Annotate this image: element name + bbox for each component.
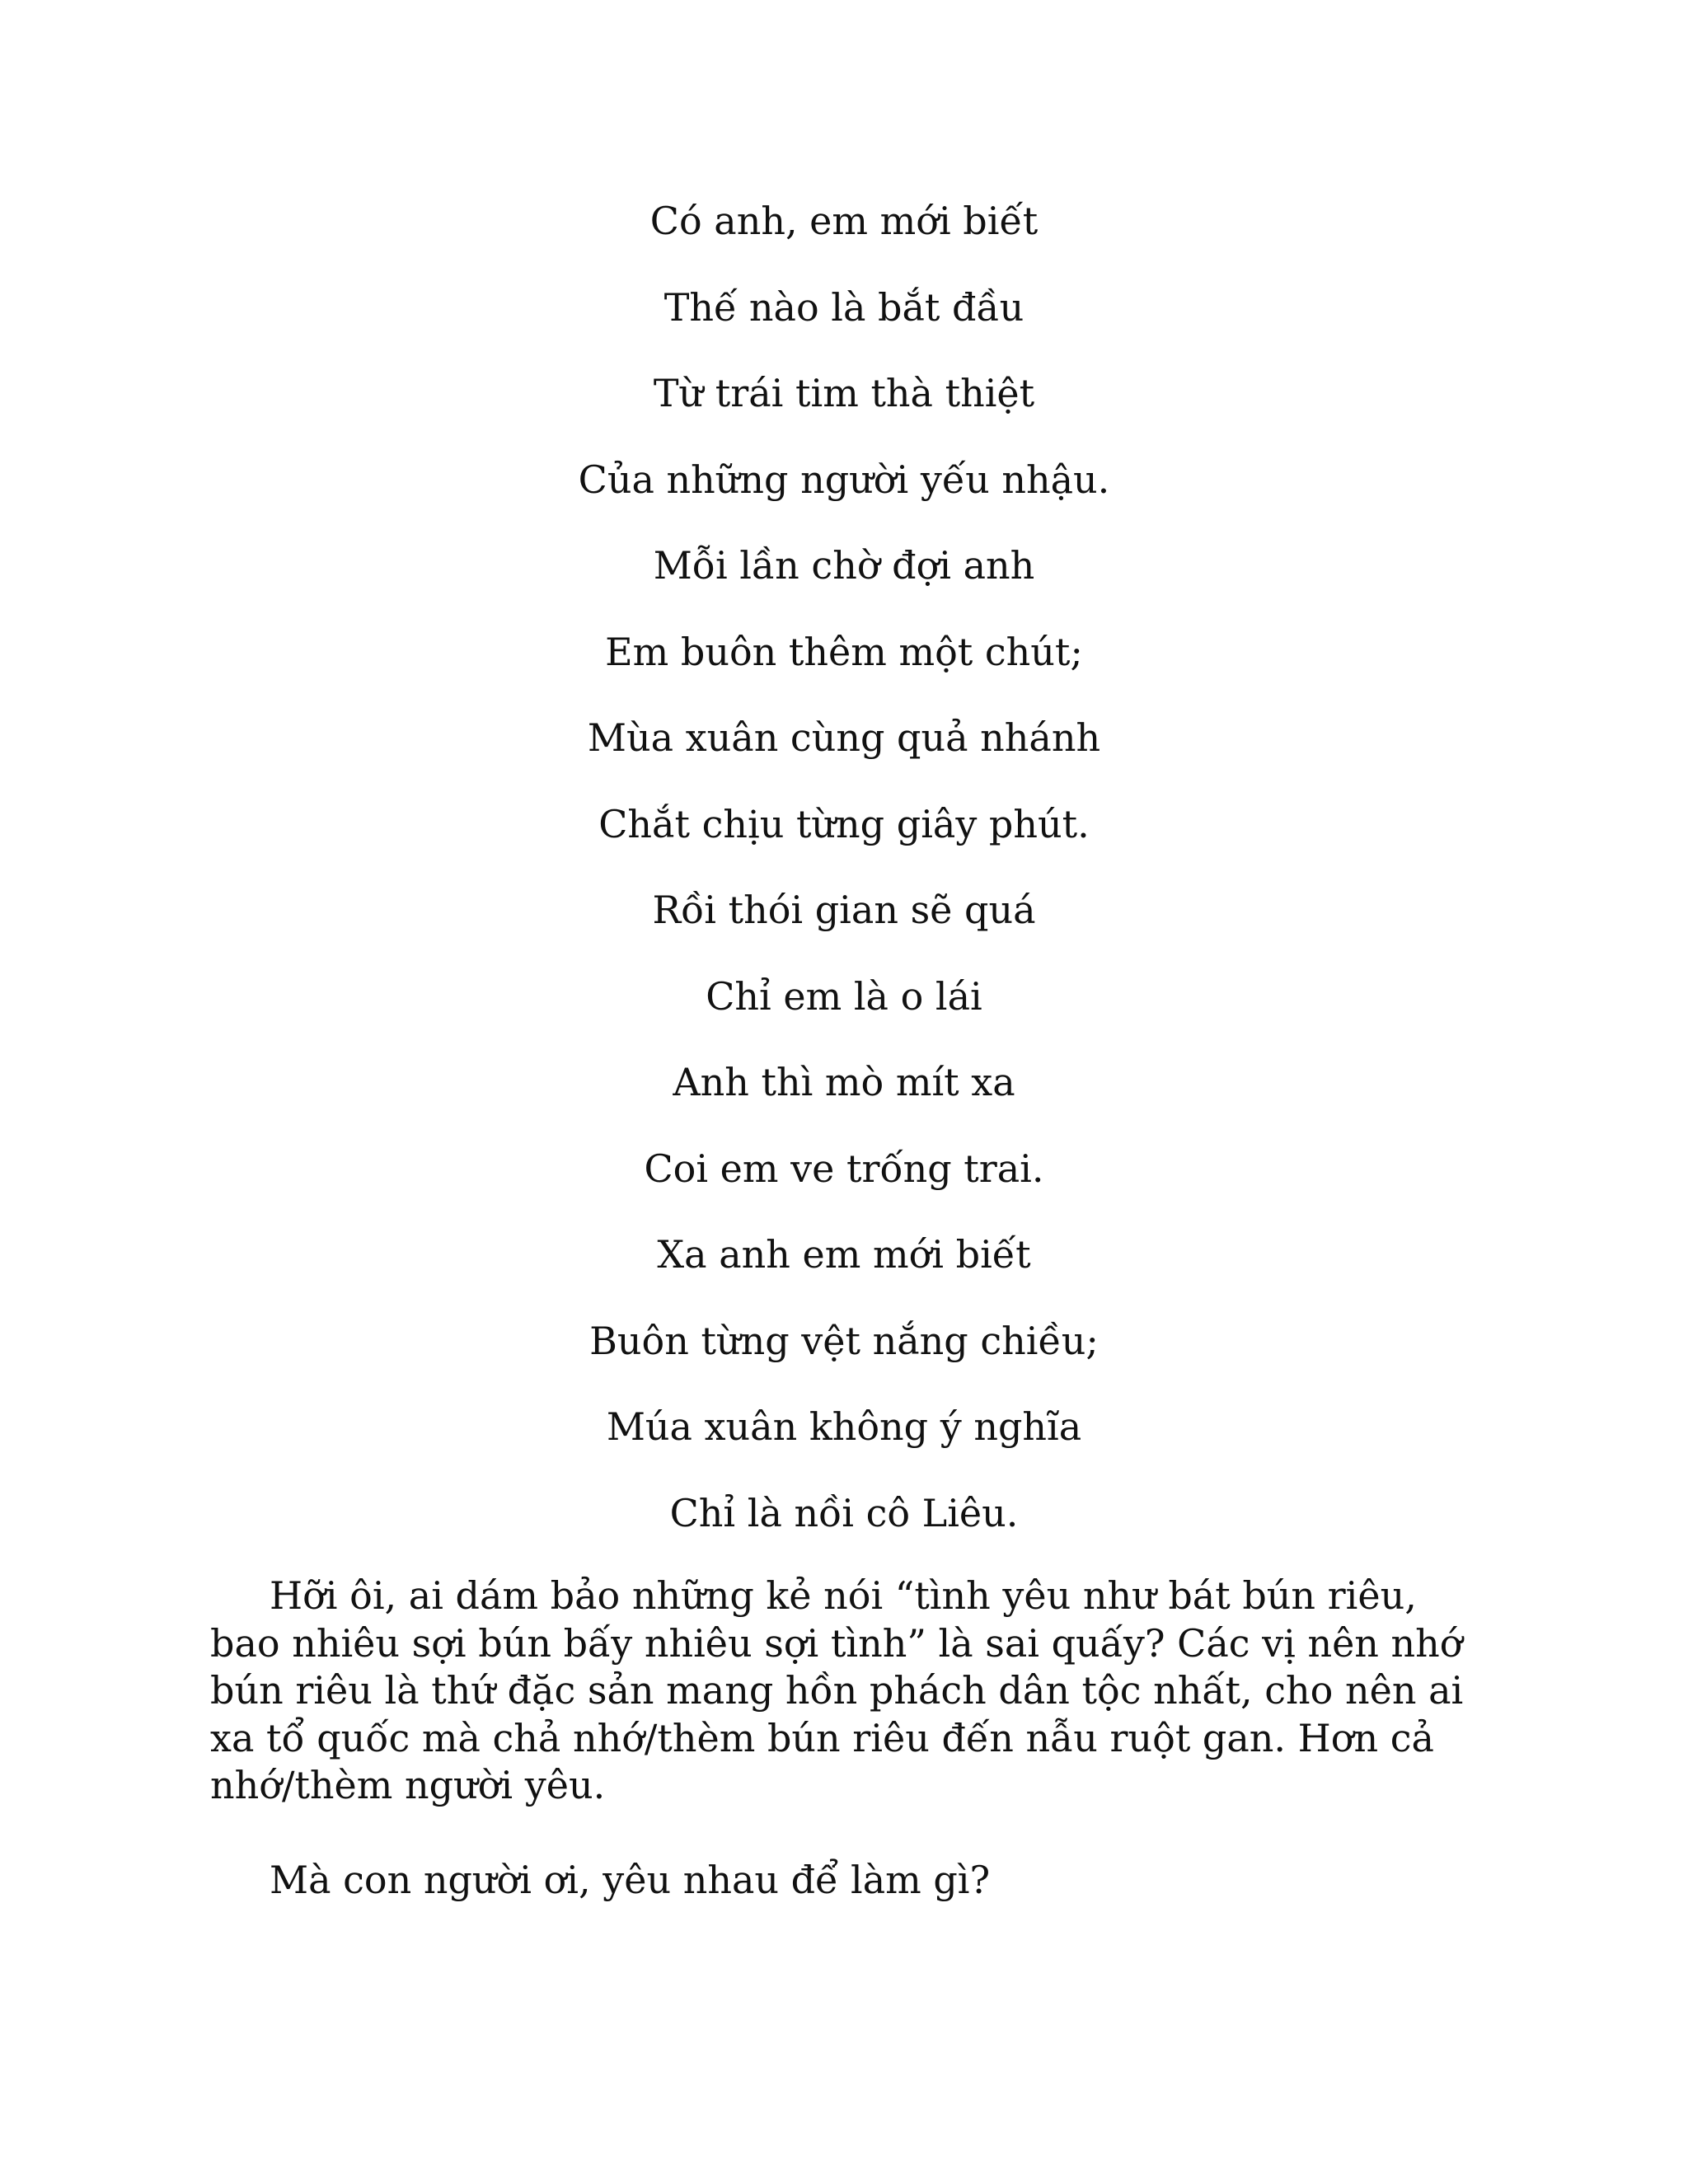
poem-line: Rồi thói gian sẽ quá	[652, 888, 1036, 932]
prose-paragraph: Mà con người ơi, yêu nhau để làm gì?	[270, 1857, 991, 1902]
poem-line: Em buôn thêm một chút;	[605, 629, 1083, 674]
poem-line: Buôn từng vệt nắng chiều;	[589, 1318, 1099, 1363]
poem-line: Coi em ve trống trai.	[644, 1146, 1044, 1191]
prose-paragraph: Hỡi ôi, ai dám bảo những kẻ nói “tình yêu như bát bún riêu, bao nhiêu sợi bún bấy nhiêu sợi tình” là sai quấy? Các vị nên nhớ bún riêu là thứ đặc sản mang hồn phách dân tộc nhất, cho nên ai xa tổ quốc mà chả nhớ/thèm bún riêu đến nẫu ruột gan. Hơn cả nhớ/thèm người yêu.	[210, 1573, 1464, 1807]
poem-line: Từ trái tim thà thiệt	[653, 371, 1035, 415]
poem-line: Xa anh em mới biết	[657, 1232, 1031, 1277]
poem-line: Có anh, em mới biết	[649, 199, 1039, 243]
poem-line: Chắt chịu từng giây phút.	[598, 801, 1090, 846]
poem-line: Múa xuân không ý nghĩa	[606, 1404, 1082, 1449]
poem-line: Mỗi lần chờ đợi anh	[653, 543, 1035, 588]
poem-line: Thế nào là bắt đầu	[663, 284, 1025, 330]
prose-section	[210, 1572, 1496, 1904]
poem-line: Chỉ là nồi cô Liêu.	[669, 1490, 1019, 1535]
poem-line: Anh thì mò mít xa	[673, 1060, 1015, 1104]
poem-line: Mùa xuân cùng quả nhánh	[587, 715, 1101, 760]
poem	[0, 194, 1688, 1572]
poem-line: Của những người yếu nhậu.	[578, 457, 1110, 502]
poem-line: Chỉ em là o lái	[706, 973, 982, 1019]
